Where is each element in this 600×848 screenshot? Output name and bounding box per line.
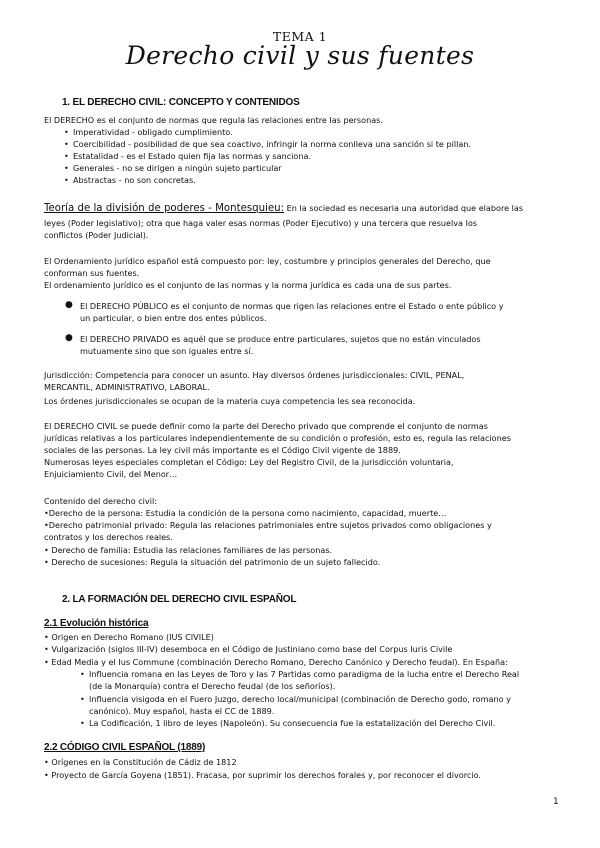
ordenamiento-line: El ordenamiento jurídico es el conjunto de las normas y la norma jurídica es cada una de sus partes. [44, 280, 452, 290]
list-item: • Derecho de familia: Estudia las relaciones familiares de las personas. [44, 545, 333, 555]
jurisdiccion-line: MERCANTIL, ADMINISTRATIVO, LABORAL. [44, 382, 210, 392]
list-item: • Vulgarización (siglos III-IV) desemboca en el Código de Justiniano como base del Corpus Iuris Civile [44, 644, 453, 654]
list-item: •Derecho patrimonial privado: Regula las relaciones patrimoniales entre sujetos privados como obligaciones y [44, 520, 492, 530]
teoria-paragraph-line: Teoría de la división de poderes - Montesquieu: En la sociedad es necesaria una autoridad que elabore las [44, 203, 524, 214]
list-item: • La Codificación, 1 libro de leyes (Napoleón). Su consecuencia fue la estatalización del Derecho Civil. [80, 718, 496, 728]
list-item: • Edad Media y el Ius Commune (combinación Derecho Romano, Derecho Canónico y Derecho feudal). En España: [44, 657, 508, 667]
subsection-heading: 2.2 CÓDIGO CIVIL ESPAÑOL (1889) [44, 742, 206, 753]
derecho-civil-line: El DERECHO CIVIL se puede definir como la parte del Derecho privado que comprende el conjunto de normas [44, 421, 488, 431]
section2-heading: 2. LA FORMACIÓN DEL DERECHO CIVIL ESPAÑOL [62, 594, 297, 605]
subsection-heading: 2.1 Evolución histórica [44, 618, 149, 629]
jurisdiccion-line: Jurisdicción: Competencia para conocer un asunto. Hay diversos órdenes jurisdiccionales: CIVIL, PENAL, [44, 370, 465, 380]
teoria-title: Teoría de la división de poderes - Montesquieu: [44, 203, 285, 214]
list-item: • Abstractas - no son concretas. [64, 175, 196, 185]
list-item: • Origen en Derecho Romano (IUS CIVILE) [44, 632, 214, 642]
contenido-label: Contenido del derecho civil: [44, 496, 157, 506]
teoria-paragraph-line: leyes (Poder legislativo); otra que haga valer esas normas (Poder Ejecutivo) y una tercera que resuelva los [44, 218, 478, 228]
tema-label: TEMA 1 [272, 29, 328, 44]
bullet-icon: • [64, 163, 69, 173]
derecho-civil-line: Enjuiciamiento Civil, del Menor… [44, 469, 178, 479]
derecho-civil-line: sociales de las personas. La ley civil más importante es el Código Civil vigente de 1889. [44, 445, 401, 455]
derecho-civil-line: Numerosas leyes especiales completan el Código: Ley del Registro Civil, de la jurisdicción voluntaria, [44, 457, 454, 467]
list-item: contratos y los derechos reales. [44, 532, 173, 542]
bullet-icon: • [64, 139, 69, 149]
derecho-publico-line: un particular, o bien entre dos entes públicos. [80, 313, 267, 323]
list-item: • Generales - no se dirigen a ningún sujeto particular [64, 163, 282, 173]
list-item: • Derecho de sucesiones: Regula la situación del patrimonio de un sujeto fallecido. [44, 557, 381, 567]
bullet-icon: • [80, 694, 85, 704]
bullet-icon: ● [65, 300, 73, 310]
bullet-icon: • [64, 175, 69, 185]
list-item: • Influencia visigoda en el Fuero Juzgo, derecho local/municipal (combinación de Derecho godo, romano y [80, 694, 511, 704]
bullet-icon: ● [65, 333, 73, 343]
list-item: •Derecho de la persona: Estudia la condición de la persona como nacimiento, capacidad, muerte… [44, 508, 447, 518]
list-item: • Imperatividad - obligado cumplimiento. [64, 127, 233, 137]
list-item: • Proyecto de García Goyena (1851). Fracasa, por suprimir los derechos forales y, por reconocer el divorcio. [44, 770, 481, 780]
derecho-definition: El DERECHO es el conjunto de normas que regula las relaciones entre las personas. [44, 115, 383, 125]
teoria-paragraph-line: conflictos (Poder Judicial). [44, 230, 149, 240]
page-number: 1 [553, 797, 559, 807]
list-item-continuation: (de la Monarquía) contra el Derecho feudal (de los señoríos). [89, 681, 336, 691]
bullet-icon: • [64, 127, 69, 137]
derecho-publico-line: El DERECHO PÚBLICO es el conjunto de normas que rigen las relaciones entre el Estado o ente público y [80, 301, 504, 311]
ordenamiento-line: conforman sus fuentes. [44, 268, 140, 278]
list-item: • Influencia romana en las Leyes de Toro y las 7 Partidas como paradigma de la lucha entre el Derecho Real [80, 669, 520, 679]
list-item: • Orígenes en la Constitución de Cádiz de 1812 [44, 757, 237, 767]
bullet-icon: • [64, 151, 69, 161]
bullet-icon: • [80, 669, 85, 679]
derecho-privado-line: mutuamente sino que son iguales entre sí. [80, 346, 254, 356]
list-item-continuation: canónico). Muy español, hasta el CC de 1889. [89, 706, 275, 716]
section1-heading: 1. EL DERECHO CIVIL: CONCEPTO Y CONTENIDOS [62, 97, 300, 108]
derecho-privado-line: El DERECHO PRIVADO es aquél que se produce entre particulares, sujetos que no están vinculados [80, 334, 481, 344]
derecho-civil-line: jurídicas relativas a los particulares independientemente de su condición o profesión, esto es, regula las relaciones [44, 433, 511, 443]
jurisdiccion-line: Los órdenes jurisdiccionales se ocupan de la materia cuya competencia les sea reconocida. [44, 396, 416, 406]
list-item: • Coercibilidad - posibilidad de que sea coactivo, infringir la norma conlleva una sanción si te pillan. [64, 139, 472, 149]
ordenamiento-line: El Ordenamiento jurídico español está compuesto por: ley, costumbre y principios generales del Derecho, que [44, 256, 491, 266]
page-title: Derecho civil y sus fuentes [125, 41, 475, 70]
bullet-icon: • [80, 718, 85, 728]
list-item: • Estatalidad - es el Estado quien fija las normas y sanciona. [64, 151, 312, 161]
